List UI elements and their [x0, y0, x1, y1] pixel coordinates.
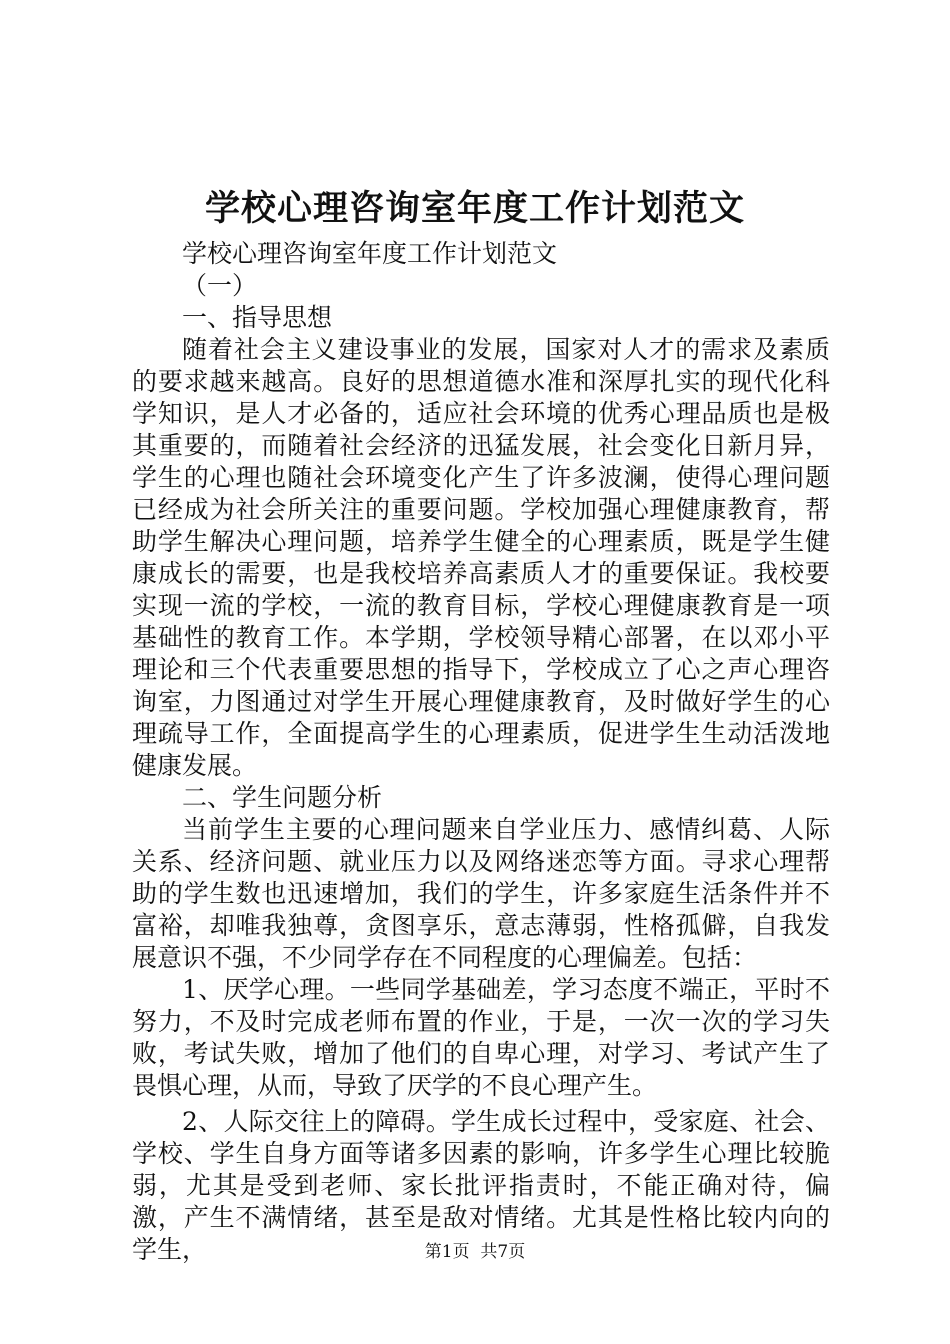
paragraph-guiding-thought: 随着社会主义建设事业的发展，国家对人才的需求及素质的要求越来越高。良好的思想道德水准和深厚扎实的现代化科学知识，是人才必备的，适应社会环境的优秀心理品质也是极其重要的，而随着社会经济的迅猛发展，社会变化日新月异，学生的心理也随社会环境变化产生了许多波澜，使得心理问题已经成为社会所关注的重要问题。学校加强心理健康教育，帮助学生解决心理问题，培养学生健全的心理素质，既是学生健康成长的需要，也是我校培养高素质人才的重要保证。我校要实现一流的学校，一流的教育目标，学校心理健康教育是一项基础性的教育工作。本学期，学校领导精心部署，在以邓小平理论和三个代表重要思想的指导下，学校成立了心之声心理咨询室，力图通过对学生开展心理健康教育，及时做好学生的心理疏导工作，全面提高学生的心理素质，促进学生生动活泼地健康发展。 — [132, 335, 830, 780]
document-title: 学校心理咨询室年度工作计划范文 — [204, 188, 745, 229]
paragraph-study-aversion: 1、厌学心理。一些同学基础差，学习态度不端正，平时不努力，不及时完成老师布置的作业，于是，一次一次的学习失败，考试失败，增加了他们的自卑心理，对学习、考试产生了畏惧心理，从而，导致了厌学的不良心理产生。 — [132, 975, 830, 1100]
document-body — [132, 238, 830, 1266]
page-footer — [0, 1240, 950, 1264]
subtitle-paragraph: 学校心理咨询室年度工作计划范文 — [182, 239, 558, 268]
section-number: （一） — [182, 271, 258, 300]
paragraph-social-obstacles: 2、人际交往上的障碍。学生成长过程中，受家庭、社会、学校、学生自身方面等诸多因素的影响，许多学生心理比较脆弱，尤其是受到老师、家长批评指责时，不能正确对待，偏激，产生不满情绪，甚至是敌对情绪。尤其是性格比较内向的学生， — [132, 1107, 830, 1264]
paragraph-student-analysis: 当前学生主要的心理问题来自学业压力、感情纠葛、人际关系、经济问题、就业压力以及网络迷恋等方面。寻求心理帮助的学生数也迅速增加，我们的学生，许多家庭生活条件并不富裕，却唯我独尊，贪图享乐，意志薄弱，性格孤僻，自我发展意识不强，不少同学存在不同程度的心理偏差。包括： — [132, 815, 830, 972]
page-number: 第1页 — [424, 1242, 470, 1262]
heading-student-analysis: 二、学生问题分析 — [182, 783, 383, 812]
heading-guiding-thought: 一、指导思想 — [182, 303, 333, 332]
page-total: 共7页 — [480, 1242, 526, 1262]
